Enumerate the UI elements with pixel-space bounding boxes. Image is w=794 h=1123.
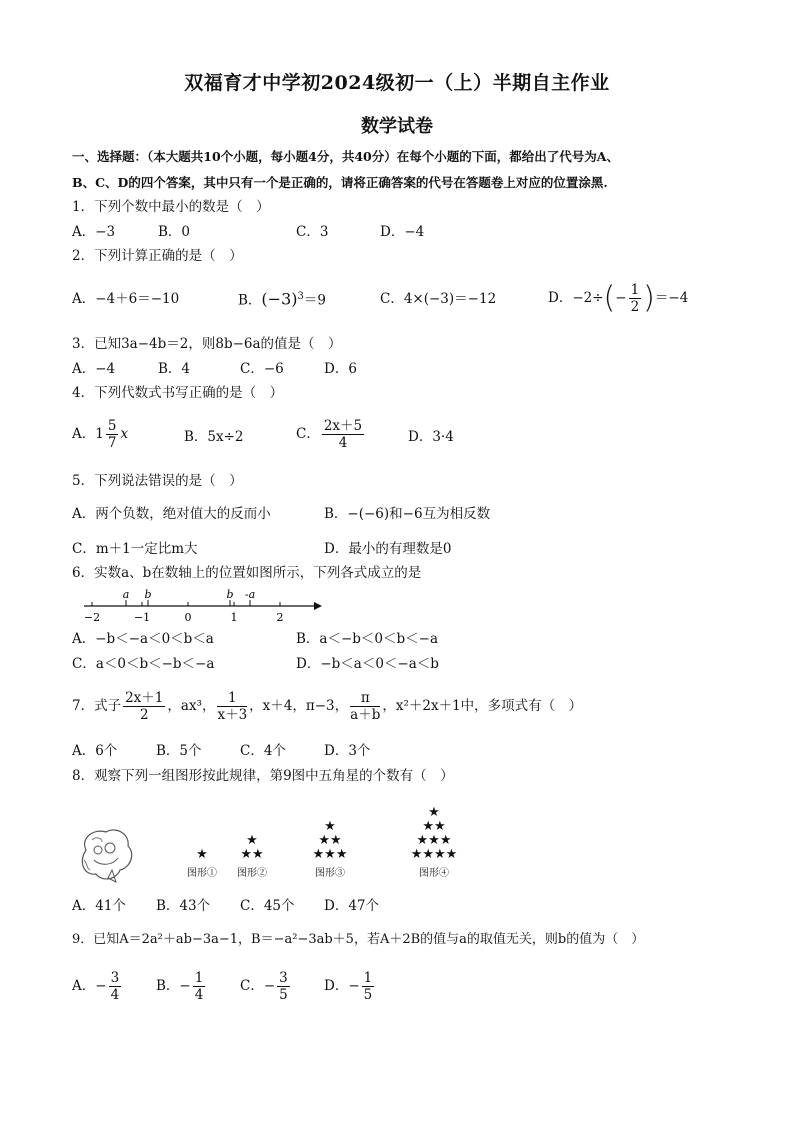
figure-label: 图形① — [187, 868, 217, 879]
q7-fraction-2: $\frac{1}{x+3}$ — [217, 690, 248, 723]
q2-d-minus: − — [615, 290, 627, 306]
q1-option-c: C．3 — [296, 224, 329, 240]
q6-stem: 6．实数a、b在数轴上的位置如图所示，下列各式成立的是 — [72, 565, 422, 581]
q4-a-prefix: A．1 — [72, 426, 104, 442]
q4-a-variable: x — [120, 426, 129, 442]
star-row — [415, 834, 454, 848]
q4-option-d: D．3·4 — [408, 429, 454, 445]
q9-option-d: D．− $\frac{1}{5}$ — [324, 970, 373, 1003]
q6-option-d: D．−b＜a＜0＜−a＜b — [296, 656, 439, 672]
q4-stem: 4．下列代数式书写正确的是（ ） — [72, 385, 284, 401]
q5-option-a: A．两个负数，绝对值大的反而小 — [72, 506, 271, 522]
star-icon: ★ — [428, 833, 440, 848]
q7-suffix: ，x²＋2x＋1中，多项式有（ ） — [382, 698, 583, 714]
q7-fraction-1: $\frac{2x+1}{2}$ — [125, 690, 164, 723]
decorative-sketch-image — [72, 820, 142, 890]
q5-option-d: D．最小的有理数是0 — [324, 541, 452, 557]
q8-option-c: C．45个 — [240, 898, 295, 914]
exam-subtitle: 数学试卷 — [361, 116, 433, 137]
figure-label: 图形④ — [419, 868, 449, 879]
q5-stem: 5．下列说法错误的是（ ） — [72, 473, 243, 489]
axis-tick-label: −2 — [83, 611, 101, 624]
star-icon: ★ — [439, 833, 452, 848]
q6-option-c: C．a＜0＜b＜−b＜−a — [72, 656, 215, 672]
q1-option-b: B．0 — [158, 224, 191, 240]
q2-d-result: ＝−4 — [654, 290, 689, 306]
q5-option-c: C．m＋1一定比m大 — [72, 541, 198, 557]
q2-b-label: B． — [238, 292, 262, 309]
q7-middle: ，x＋4，π−3， — [249, 698, 349, 714]
star-icon: ★ — [240, 847, 252, 862]
star-row — [421, 820, 447, 834]
q4-option-a — [72, 418, 128, 451]
star-icon: ★ — [246, 833, 258, 848]
q2-option-a: A．−4＋6＝−10 — [72, 291, 180, 307]
q2-option-b — [238, 288, 326, 310]
q8-option-d: D．47个 — [324, 898, 380, 914]
q3-option-a: A．−4 — [72, 361, 116, 377]
q1-option-d: D．−4 — [380, 224, 425, 240]
q9-stem: 9．已知A＝2a²＋ab−3a−1，B＝−a²−3ab＋5，若A＋2B的值与a的取值无关，则b的值为（ ） — [72, 932, 645, 947]
q2-d-label: D．−2÷ — [548, 290, 604, 306]
star-icon: ★ — [422, 819, 434, 834]
star-icon: ★ — [330, 833, 342, 848]
q2-stem: 2．下列计算正确的是（ ） — [72, 248, 243, 264]
q1-option-a: A．−3 — [72, 224, 116, 240]
q8-option-a: A．41个 — [72, 898, 126, 914]
q7-option-b: B．5个 — [156, 743, 202, 759]
q2-b-exponent: 3 — [297, 291, 304, 302]
q6-option-a: A．−b＜−a＜0＜b＜a — [72, 631, 214, 647]
figure-label: 图形② — [237, 868, 267, 879]
q7-stem — [72, 690, 582, 723]
q9-c-fraction: $\frac{3}{5}$ — [279, 970, 288, 1003]
star-row — [428, 806, 441, 820]
q2-b-base: (−3) — [261, 289, 298, 309]
star-icon: ★ — [434, 847, 446, 862]
exam-title: 双福育才中学初2024级初一（上）半期自主作业 — [184, 72, 610, 94]
q3-option-c: C．−6 — [240, 361, 284, 377]
number-line-figure — [80, 586, 325, 626]
star-icon: ★ — [422, 847, 434, 862]
star-row — [311, 848, 350, 862]
q9-option-c: C．− $\frac{3}{5}$ — [240, 970, 288, 1003]
q7-fraction-3: $\frac{\pi}{a+b}$ — [350, 690, 381, 723]
q6-option-b: B．a＜−b＜0＜b＜−a — [296, 631, 439, 647]
axis-tick-label: −1 — [133, 611, 151, 624]
axis-point-label: a — [122, 588, 130, 601]
star-row — [317, 834, 343, 848]
q2-d-fraction: $\frac{1}{2}$ — [630, 282, 640, 315]
q9-b-fraction: $\frac{1}{4}$ — [194, 970, 204, 1003]
star-icon: ★ — [445, 847, 458, 862]
axis-tick-label: 0 — [184, 611, 192, 624]
star-row — [408, 848, 460, 862]
section-instruction-line1: 一、选择题：（本大题共10个小题，每小题4分，共40分）在每个小题的下面，都给出了代号为A、 — [72, 149, 619, 164]
q7-prefix: 7．式子 — [72, 698, 122, 714]
star-icon: ★ — [196, 847, 208, 862]
star-icon: ★ — [318, 833, 330, 848]
q8-option-b: B．43个 — [156, 898, 211, 914]
q1-stem: 1．下列个数中最小的数是（ ） — [72, 199, 270, 215]
star-icon: ★ — [312, 847, 325, 862]
q4-option-c — [296, 418, 366, 451]
q3-option-b: B．4 — [158, 361, 191, 377]
q7-option-d: D．3个 — [324, 743, 371, 759]
axis-tick-label: 1 — [230, 611, 238, 624]
q7-option-c: C．4个 — [240, 743, 286, 759]
q5-option-b: B．−(−6)和−6互为相反数 — [324, 506, 491, 522]
star-icon: ★ — [434, 819, 446, 834]
axis-tick-label: 2 — [276, 611, 284, 624]
star-icon: ★ — [428, 805, 440, 820]
q9-a-fraction: $\frac{3}{4}$ — [110, 970, 120, 1003]
star-icon: ★ — [416, 833, 429, 848]
q3-option-d: D．6 — [324, 361, 357, 377]
q4-option-b: B．5x÷2 — [184, 429, 244, 445]
axis-point-label: b — [226, 588, 234, 601]
q7-ax3: ，ax³， — [167, 698, 216, 714]
star-icon: ★ — [324, 847, 336, 862]
q2-option-d: D．−2÷(− $\frac{1}{2}$ )＝−4 — [548, 280, 689, 316]
figure-label: 图形③ — [315, 868, 345, 879]
star-row — [239, 848, 265, 862]
star-icon: ★ — [324, 819, 336, 834]
number-line-arrow — [314, 602, 322, 610]
q2-option-c: C．4×(−3)＝−12 — [380, 291, 497, 307]
q4-c-label: C． — [296, 426, 320, 442]
q9-option-b: B．− $\frac{1}{4}$ — [156, 970, 204, 1003]
star-icon: ★ — [335, 847, 348, 862]
star-icon: ★ — [410, 847, 423, 862]
section-instruction-line2: B、C、D的四个答案，其中只有一个是正确的，请将正确答案的代号在答题卷上对应的位置涂黑. — [72, 175, 608, 190]
q4-a-fraction: $\frac{5}{7}$ — [107, 418, 117, 451]
q9-option-a: A．− $\frac{3}{4}$ — [72, 970, 120, 1003]
axis-point-label: b — [144, 588, 152, 601]
q9-d-fraction: $\frac{1}{5}$ — [363, 970, 373, 1003]
star-row — [196, 848, 209, 862]
q7-option-a: A．6个 — [72, 743, 118, 759]
q8-stem: 8．观察下列一组图形按此规律，第9图中五角星的个数有（ ） — [72, 768, 454, 784]
axis-point-label: -a — [244, 588, 256, 601]
q2-b-result: ＝9 — [303, 292, 326, 309]
q4-c-fraction: $\frac{2x+5}{4}$ — [323, 418, 363, 451]
star-row — [324, 820, 337, 834]
star-row — [246, 834, 259, 848]
q3-stem: 3．已知3a−4b＝2，则8b−6a的值是（ ） — [72, 336, 342, 352]
star-icon: ★ — [252, 847, 264, 862]
